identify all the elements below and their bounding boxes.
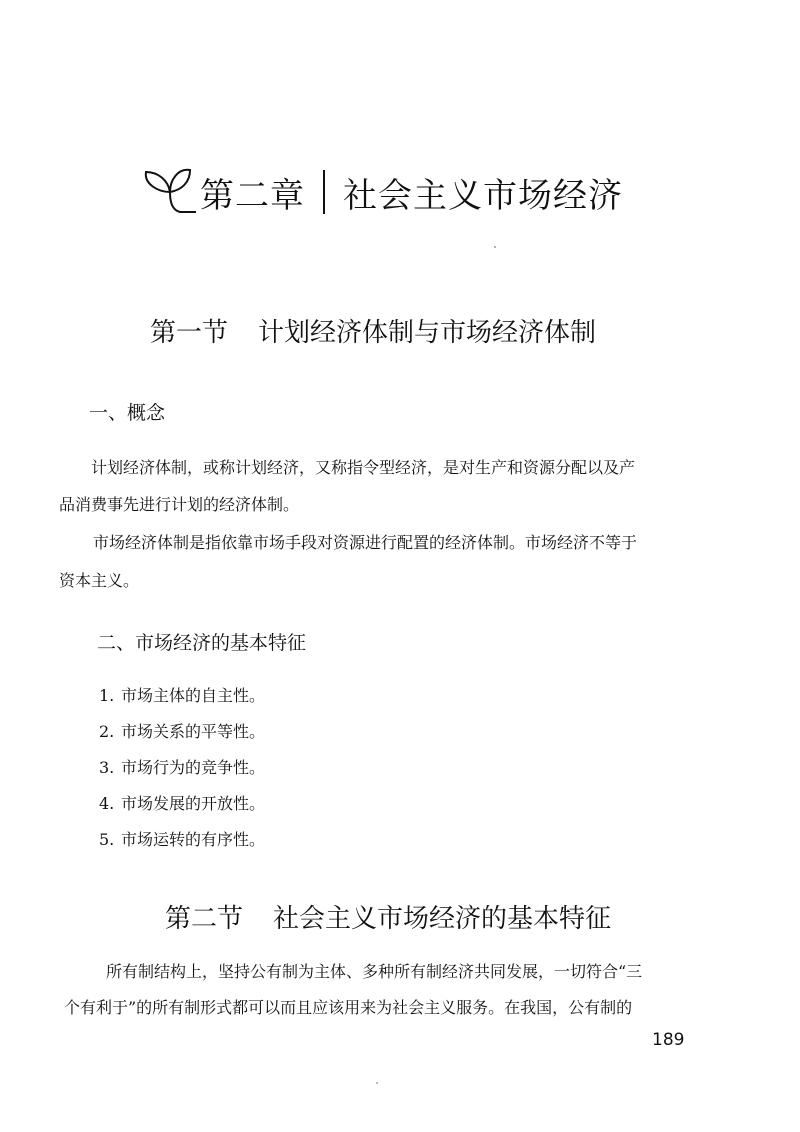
chapter-subtitle: 社会主义市场经济	[343, 175, 623, 216]
feature-list	[99, 678, 265, 858]
section-number: 第二节	[165, 904, 244, 934]
subheading: 一、概念	[89, 402, 166, 424]
paragraph-line: 市场经济体制是指依靠市场手段对资源进行配置的经济体制。市场经济不等于	[93, 533, 638, 552]
list-item-number: 2.	[99, 722, 115, 741]
subheading: 二、市场经济的基本特征	[97, 632, 307, 654]
page-number: 189	[652, 1030, 685, 1050]
list-item-number: 3.	[99, 758, 115, 777]
chapter-title: 第二章	[200, 175, 305, 216]
list-item-number: 5.	[99, 830, 115, 849]
speck	[494, 246, 496, 248]
paragraph-line: 品消费事先进行计划的经济体制。	[59, 495, 300, 514]
paragraph-line: 个有利于”的所有制形式都可以而且应该用来为社会主义服务。在我国，公有制的	[64, 998, 633, 1017]
chapter-header	[140, 152, 623, 232]
list-item-number: 4.	[99, 794, 115, 813]
list-item-text: 市场发展的开放性。	[121, 794, 266, 813]
list-item	[99, 750, 265, 786]
speck	[376, 1082, 378, 1084]
list-item-text: 市场主体的自主性。	[121, 686, 266, 705]
list-item-text: 市场运转的有序性。	[121, 830, 266, 849]
section-title: 社会主义市场经济的基本特征	[273, 904, 612, 934]
paragraph-line: 资本主义。	[59, 571, 140, 590]
paragraph-line: 所有制结构上，坚持公有制为主体、多种所有制经济共同发展，一切符合“三	[106, 962, 643, 981]
section-number: 第一节	[150, 318, 229, 348]
chapter-divider	[323, 170, 325, 214]
list-item	[99, 678, 265, 714]
list-item-text: 市场关系的平等性。	[121, 722, 266, 741]
list-item-text: 市场行为的竞争性。	[121, 758, 266, 777]
sprout-icon	[140, 162, 196, 222]
paragraph-line: 计划经济体制，或称计划经济，又称指令型经济，是对生产和资源分配以及产	[91, 458, 636, 477]
section-heading	[165, 898, 611, 935]
section-title: 计划经济体制与市场经济体制	[258, 318, 597, 348]
section-heading	[150, 312, 596, 349]
list-item	[99, 786, 265, 822]
list-item	[99, 714, 265, 750]
list-item	[99, 822, 265, 858]
list-item-number: 1.	[99, 686, 115, 705]
